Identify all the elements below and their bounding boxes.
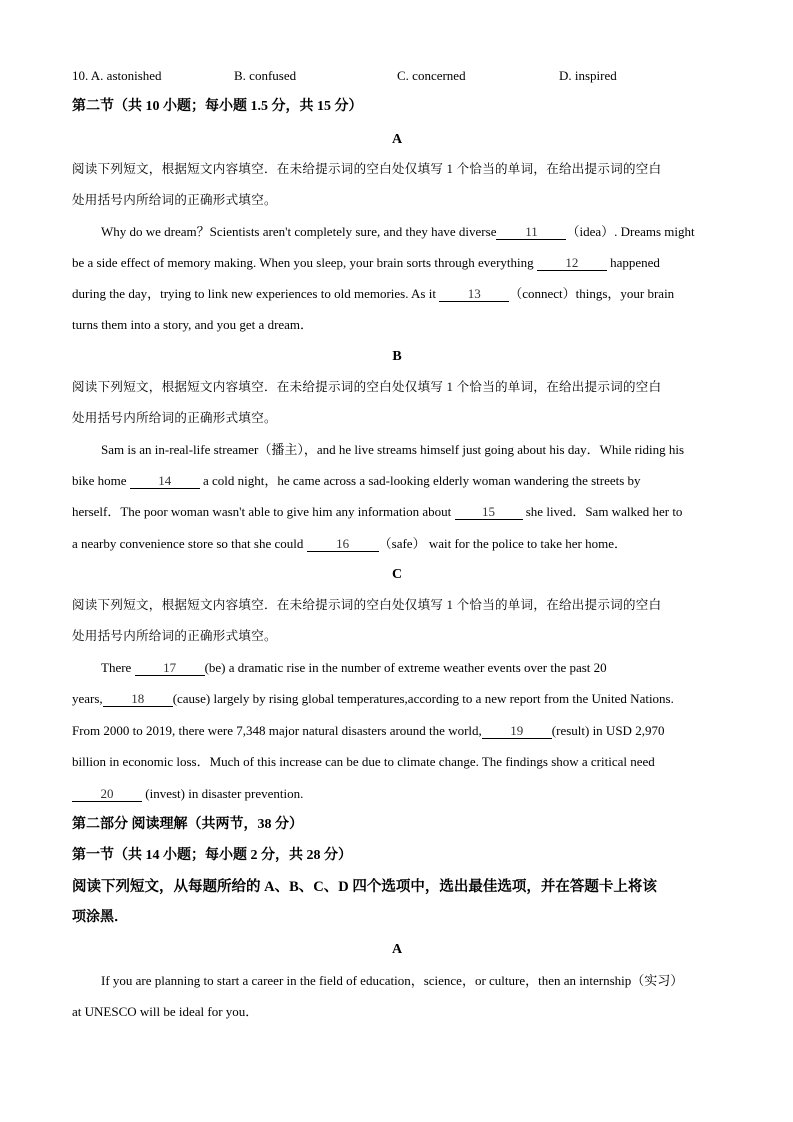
text: Why do we dream？Scientists aren't completely sure, and they have diverse [101,224,497,239]
section-2-heading: 第二节（共 10 小题；每小题 1.5 分，共 15 分） [72,99,363,114]
blank-18: 18 [103,691,173,707]
passage-b-line-4 [72,535,722,553]
blank-16: 16 [307,536,379,552]
passage-b-line-2 [72,472,722,490]
passage-c-line-4: billion in economic loss．Much of this increase can be due to climate change. The findings show a critical need [72,754,655,769]
passage-c-line-1 [101,659,722,677]
reading-a-letter: A [391,942,403,957]
passage-c-letter: C [391,567,403,582]
option-c: C. concerned [397,68,466,83]
passage-a-letter: A [391,132,403,147]
passage-a-instruction-1: 阅读下列短文，根据短文内容填空．在未给提示词的空白处仅填写 1 个恰当的单词，在给出提示词的空白 [72,162,662,176]
text: during the day，trying to link new experiences to old memories. As it [72,286,436,301]
text: be a side effect of memory making. When you sleep, your brain sorts through everything [72,255,534,270]
passage-b-letter: B [392,349,402,364]
blank-20: 20 [72,786,142,802]
blank-12: 12 [537,255,607,271]
passage-a-instruction-2: 处用括号内所给词的正确形式填空。 [72,193,277,207]
text: herself．The poor woman wasn't able to give him any information about [72,504,452,519]
passage-b-instruction-2: 处用括号内所给词的正确形式填空。 [72,411,277,425]
passage-a-line-1 [101,223,722,241]
text: （idea）. Dreams might [566,224,695,239]
part-2-heading: 第二部分 阅读理解（共两节，38 分） [72,817,303,832]
reading-a-line-1: If you are planning to start a career in the field of education，science，or culture，then an internship（实习） [101,973,684,988]
passage-a-line-2 [72,254,722,272]
blank-11: 11 [496,224,566,240]
text: (invest) in disaster prevention. [145,786,304,801]
option-b: B. confused [234,68,297,83]
text: bike home [72,473,127,488]
passage-b-instruction-1: 阅读下列短文，根据短文内容填空．在未给提示词的空白处仅填写 1 个恰当的单词，在给出提示词的空白 [72,380,662,394]
passage-b-line-1: Sam is an in-real-life streamer（播主），and he live streams himself just going about his day．While riding his [101,442,685,457]
passage-c-instruction-2: 处用括号内所给词的正确形式填空。 [72,629,277,643]
text: (cause) largely by rising global temperatures,according to a new report from the United Nations. [172,691,674,706]
text: There [101,660,132,675]
passage-c-line-5 [72,785,722,803]
section-1-heading: 第一节（共 14 小题；每小题 2 分，共 28 分） [72,848,352,863]
passage-a-line-4: turns them into a story, and you get a dream． [72,317,314,332]
text: years, [72,691,103,706]
blank-19: 19 [482,723,552,739]
reading-instruction-1: 阅读下列短文，从每题所给的 A、B、C、D 四个选项中，选出最佳选项，并在答题卡上将该 [72,879,657,895]
text: happened [610,255,660,270]
blank-14: 14 [130,473,200,489]
text: From 2000 to 2019, there were 7,348 major natural disasters around the world, [72,723,482,738]
passage-b-line-3 [72,503,722,521]
text: （safe） wait for the police to take her home． [378,536,627,551]
text: (be) a dramatic rise in the number of extreme weather events over the past 20 [204,660,607,675]
blank-15: 15 [455,504,523,520]
option-a: 10. A. astonished [72,68,162,83]
text: she lived．Sam walked her to [525,504,683,519]
text: a nearby convenience store so that she could [72,536,304,551]
passage-c-line-3 [72,722,722,740]
text: a cold night，he came across a sad-looking elderly woman wandering the streets by [203,473,641,488]
text: （connect）things，your brain [509,286,675,301]
passage-c-instruction-1: 阅读下列短文，根据短文内容填空．在未给提示词的空白处仅填写 1 个恰当的单词，在给出提示词的空白 [72,598,662,612]
blank-17: 17 [135,660,205,676]
text: (result) in USD 2,970 [551,723,665,738]
option-d: D. inspired [559,68,617,83]
reading-instruction-2: 项涂黑． [72,910,128,925]
reading-a-line-2: at UNESCO will be ideal for you． [72,1004,259,1019]
passage-c-line-2 [72,690,722,708]
blank-13: 13 [439,286,509,302]
passage-a-line-3 [72,285,722,303]
